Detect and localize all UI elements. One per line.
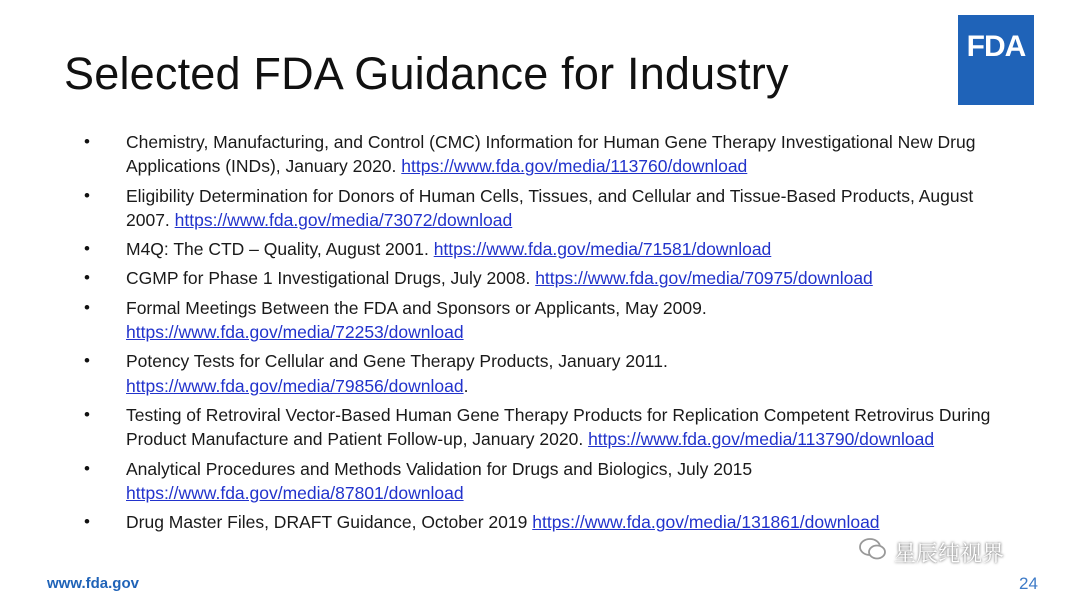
- slide-title: Selected FDA Guidance for Industry: [64, 48, 789, 99]
- guidance-link[interactable]: https://www.fda.gov/media/70975/download: [535, 268, 873, 289]
- item-description: Testing of Retroviral Vector-Based Human Gene Therapy Products for Replication Competent Retrovirus During Product Manufacture and Patient Follow-up, January 2020.: [126, 404, 991, 450]
- item-text: [126, 266, 873, 290]
- guidance-link[interactable]: https://www.fda.gov/media/87801/download: [126, 482, 464, 503]
- guidance-link[interactable]: https://www.fda.gov/media/71581/download: [433, 239, 772, 260]
- item-description: CGMP for Phase 1 Investigational Drugs, July 2008.: [126, 268, 536, 289]
- item-description: M4Q: The CTD – Quality, August 2001.: [126, 239, 434, 260]
- item-description: Formal Meetings Between the FDA and Sponsors or Applicants, May 2009.: [126, 297, 707, 318]
- chat-bubble-icon: [858, 536, 888, 568]
- watermark: [858, 536, 1004, 568]
- guidance-link[interactable]: https://www.fda.gov/media/72253/download: [126, 322, 464, 343]
- guidance-link[interactable]: https://www.fda.gov/media/79856/download: [126, 375, 464, 396]
- list-item: [84, 457, 1014, 506]
- item-text: [126, 403, 1014, 452]
- bullet-icon: •: [84, 268, 90, 288]
- bullet-icon: •: [84, 297, 90, 317]
- item-text: [126, 349, 1014, 398]
- item-text: [126, 237, 771, 261]
- guidance-link[interactable]: https://www.fda.gov/media/113760/download: [401, 156, 748, 177]
- page-number: 24: [1019, 574, 1038, 593]
- bullet-icon: •: [84, 458, 90, 478]
- item-suffix: .: [463, 375, 469, 396]
- guidance-link[interactable]: https://www.fda.gov/media/73072/download: [174, 209, 513, 230]
- item-text: [126, 296, 1014, 345]
- list-item: [84, 266, 1014, 290]
- item-description: Eligibility Determination for Donors of Human Cells, Tissues, and Cellular and Tissue-Based Products, August 2007.: [126, 185, 974, 230]
- item-description: Potency Tests for Cellular and Gene Therapy Products, January 2011.: [126, 351, 668, 372]
- fda-logo: [958, 15, 1034, 105]
- list-item: [84, 403, 1014, 452]
- footer-url[interactable]: www.fda.gov: [47, 575, 139, 592]
- watermark-text: 星辰纯视界: [894, 540, 1005, 566]
- list-item: [84, 349, 1014, 398]
- item-text: [126, 457, 1014, 506]
- bullet-icon: •: [84, 512, 90, 532]
- list-item: [84, 510, 1014, 534]
- bullet-icon: •: [84, 404, 90, 424]
- item-description: Drug Master Files, DRAFT Guidance, October 2019: [126, 512, 533, 533]
- list-item: [84, 130, 1014, 179]
- list-item: [84, 237, 1014, 261]
- guidance-list: [84, 130, 1014, 539]
- list-item: [84, 184, 1014, 233]
- bullet-icon: •: [84, 239, 90, 259]
- bullet-icon: •: [84, 185, 90, 205]
- list-item: [84, 296, 1014, 345]
- bullet-icon: •: [84, 132, 90, 151]
- item-text: [126, 510, 880, 534]
- guidance-link[interactable]: https://www.fda.gov/media/131861/download: [532, 512, 880, 533]
- item-text: [126, 184, 1014, 233]
- item-text: [126, 130, 1014, 179]
- bullet-icon: •: [84, 351, 90, 371]
- item-description: Analytical Procedures and Methods Validation for Drugs and Biologics, July 2015: [126, 458, 753, 479]
- guidance-link[interactable]: https://www.fda.gov/media/113790/download: [588, 429, 935, 450]
- item-description: Chemistry, Manufacturing, and Control (CMC) Information for Human Gene Therapy Investigational New Drug Applications (INDs), January 2020.: [126, 132, 976, 177]
- fda-logo-text: FDA: [966, 30, 1026, 63]
